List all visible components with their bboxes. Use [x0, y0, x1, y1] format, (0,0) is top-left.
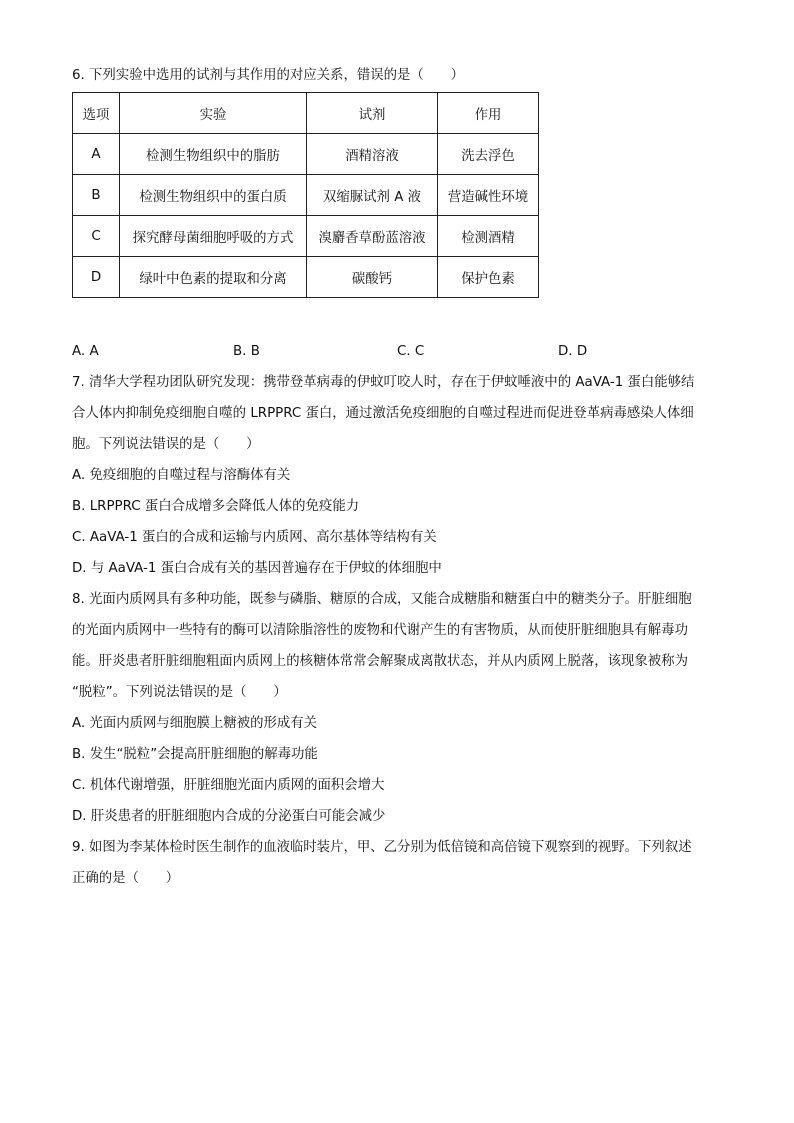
table-cell: 酒精溶液 [307, 134, 438, 175]
table-row [73, 216, 539, 257]
q9-stem-line: 9. 如图为李某体检时医生制作的血液临时装片，甲、乙分别为低倍镜和高倍镜下观察到的视野。下列叙述 [72, 840, 692, 855]
q6-table [72, 92, 539, 298]
table-header-cell: 选项 [73, 93, 120, 134]
table-header-cell: 作用 [438, 93, 539, 134]
q8-option-a: A. 光面内质网与细胞膜上糖被的形成有关 [72, 716, 318, 731]
q7-option-b: B. LRPPRC 蛋白合成增多会降低人体的免疫能力 [72, 499, 360, 514]
table-row [73, 257, 539, 298]
q8-stem-line: 能。肝炎患者肝脏细胞粗面内质网上的核糖体常常会解聚成离散状态，并从内质网上脱落，该现象被称为 [72, 654, 688, 669]
table-cell: 检测生物组织中的脂肪 [120, 134, 307, 175]
table-cell: C [73, 216, 120, 257]
table-cell: 溴麝香草酚蓝溶液 [307, 216, 438, 257]
table-cell: D [73, 257, 120, 298]
table-header-cell: 实验 [120, 93, 307, 134]
table-header-row [73, 93, 539, 134]
q7-stem-line: 合人体内抑制免疫细胞自噬的 LRPPRC 蛋白，通过激活免疫细胞的自噬过程进而促进登革病毒感染人体细 [72, 406, 694, 421]
table-cell: 检测酒精 [438, 216, 539, 257]
q6-option-b: B. B [233, 344, 260, 359]
table-row [73, 134, 539, 175]
q7-option-a: A. 免疫细胞的自噬过程与溶酶体有关 [72, 468, 291, 483]
table-cell: 碳酸钙 [307, 257, 438, 298]
table-header-cell: 试剂 [307, 93, 438, 134]
q8-option-b: B. 发生“脱粒”会提高肝脏细胞的解毒功能 [72, 747, 318, 762]
table-row [73, 175, 539, 216]
q6-option-d: D. D [558, 344, 588, 359]
q7-stem-line: 胞。下列说法错误的是（ ） [72, 437, 260, 452]
table-cell: 双缩脲试剂 A 液 [307, 175, 438, 216]
table-cell: 绿叶中色素的提取和分离 [120, 257, 307, 298]
q7-option-c: C. AaVA-1 蛋白的合成和运输与内质网、高尔基体等结构有关 [72, 530, 437, 545]
q6-option-a: A. A [72, 344, 99, 359]
table-cell: A [73, 134, 120, 175]
q7-stem-line: 7. 清华大学程功团队研究发现：携带登革病毒的伊蚊叮咬人时，存在于伊蚊唾液中的 AaVA-1 蛋白能够结 [72, 375, 695, 390]
q8-option-d: D. 肝炎患者的肝脏细胞内合成的分泌蛋白可能会减少 [72, 809, 386, 824]
q6-stem: 6. 下列实验中选用的试剂与其作用的对应关系，错误的是（ ） [72, 68, 464, 83]
table-cell: 洗去浮色 [438, 134, 539, 175]
q6-option-c: C. C [397, 344, 425, 359]
table-cell: 检测生物组织中的蛋白质 [120, 175, 307, 216]
table-cell: 探究酵母菌细胞呼吸的方式 [120, 216, 307, 257]
q7-option-d: D. 与 AaVA-1 蛋白合成有关的基因普遍存在于伊蚊的体细胞中 [72, 561, 442, 576]
table-cell: 营造碱性环境 [438, 175, 539, 216]
table-cell: 保护色素 [438, 257, 539, 298]
q8-stem-line: 8. 光面内质网具有多种功能，既参与磷脂、糖原的合成，又能合成糖脂和糖蛋白中的糖类分子。肝脏细胞 [72, 592, 692, 607]
q8-stem-line: 的光面内质网中一些特有的酶可以清除脂溶性的废物和代谢产生的有害物质，从而使肝脏细胞具有解毒功 [72, 623, 688, 638]
q9-stem-line: 正确的是（ ） [72, 871, 180, 886]
table-cell: B [73, 175, 120, 216]
q8-option-c: C. 机体代谢增强，肝脏细胞光面内质网的面积会增大 [72, 778, 385, 793]
q8-stem-line: “脱粒”。下列说法错误的是（ ） [72, 685, 287, 700]
